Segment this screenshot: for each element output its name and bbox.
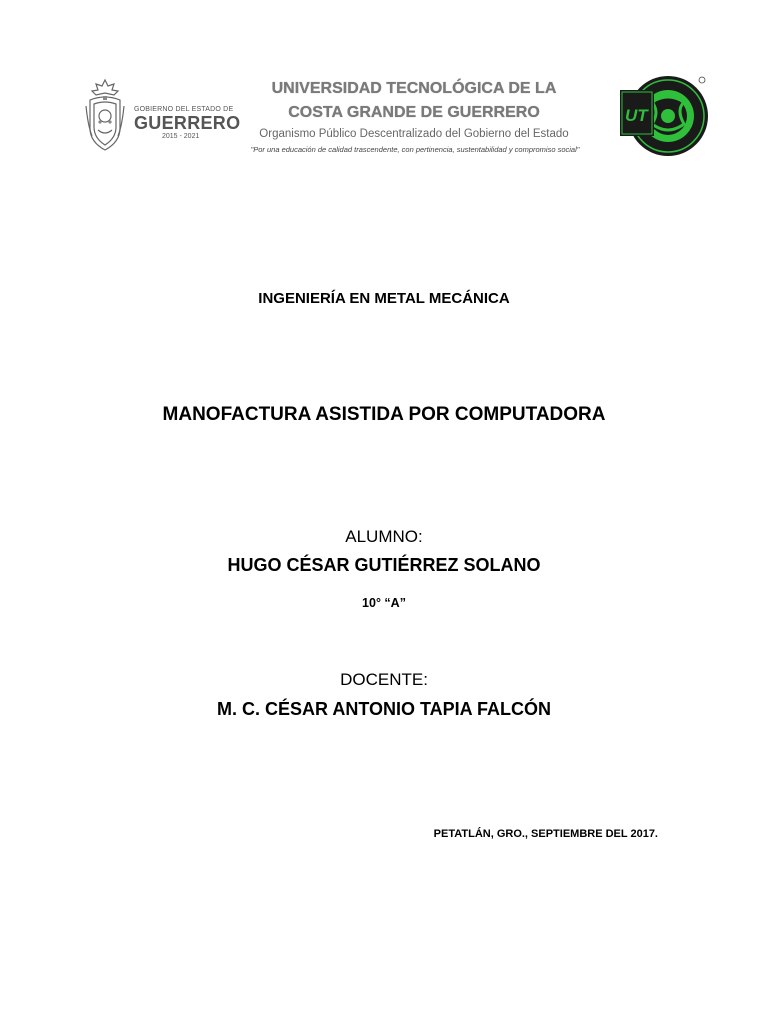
- group-label: 10° “A”: [362, 596, 406, 610]
- teacher-label: DOCENTE:: [340, 670, 428, 689]
- university-name-line2: COSTA GRANDE DE GUERRERO: [288, 104, 540, 121]
- gobierno-text-block: [134, 106, 241, 140]
- place-and-date: PETATLÁN, GRO., SEPTIEMBRE DEL 2017.: [433, 828, 658, 840]
- student-label: ALUMNO:: [345, 527, 423, 546]
- career-title: INGENIERÍA EN METAL MECÁNICA: [258, 290, 510, 307]
- guerrero-seal-icon: [84, 76, 126, 156]
- ut-logo: [618, 72, 710, 160]
- student-name: HUGO CÉSAR GUTIÉRREZ SOLANO: [227, 555, 541, 575]
- gobierno-guerrero-logo: [84, 76, 241, 156]
- university-organism: Organismo Público Descentralizado del Gobierno del Estado: [259, 128, 569, 140]
- teacher-name: M. C. CÉSAR ANTONIO TAPIA FALCÓN: [216, 699, 551, 719]
- ut-logo-letters: UT: [625, 106, 648, 125]
- university-name-line1: UNIVERSIDAD TECNOLÓGICA DE LA: [271, 80, 557, 97]
- subject-title: MANOFACTURA ASISTIDA POR COMPUTADORA: [162, 404, 606, 425]
- gobierno-state-name: GUERRERO: [134, 113, 241, 133]
- gobierno-small-label: GOBIERNO DEL ESTADO DE: [134, 106, 234, 113]
- university-motto: "Por una educación de calidad trascendente, con pertinencia, sustentabilidad y compromiso social": [250, 145, 580, 154]
- gobierno-years: 2015 - 2021: [162, 133, 200, 140]
